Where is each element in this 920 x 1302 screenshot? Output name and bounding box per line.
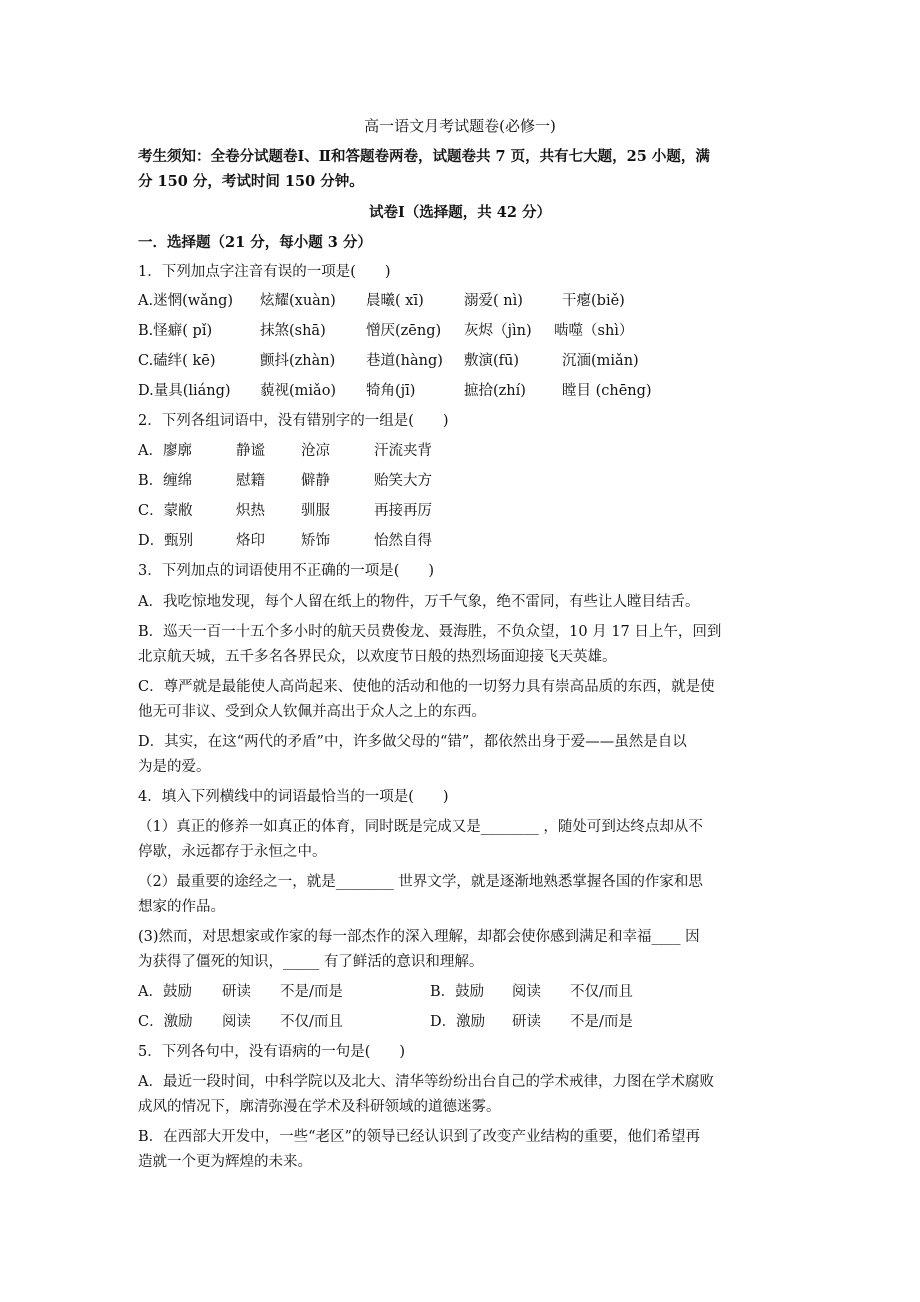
option-cell: 研读 (222, 984, 251, 1000)
section-heading: 一．选择题（21 分，每小题 3 分） (138, 234, 372, 251)
question-3-line: 为是的爱。 (138, 759, 211, 775)
part-title: 试卷Ⅰ（选择题，共 42 分） (368, 204, 552, 221)
question-5-line: B．在西部大开发中，一些“老区”的领导已经认识到了改变产业结构的重要，他们希望再 (138, 1129, 700, 1145)
question-2-stem: 2．下列各组词语中，没有错别字的一组是( ) (138, 413, 449, 429)
option-cell: 炽热 (236, 503, 265, 519)
question-3-stem: 3．下列加点的词语使用不正确的一项是( ) (138, 563, 435, 579)
option-cell: 贻笑大方 (374, 473, 432, 489)
notice-line-2: 分 150 分，考试时间 150 分钟。 (138, 173, 364, 190)
option-cell: D．甄别 (138, 533, 194, 549)
option-cell: 颤抖(zhàn) (260, 353, 336, 369)
option-cell: A．廖廓 (138, 443, 192, 459)
option-cell: A.迷惘(wǎng) (138, 293, 234, 309)
question-3-line: C．尊严就是最能使人高尚起来、使他的活动和他的一切努力具有崇高品质的东西，就是使 (138, 679, 715, 695)
option-cell: B.怪癖( pǐ) (138, 323, 213, 339)
question-4-stem: 4．填入下列横线中的词语最恰当的一项是( ) (138, 789, 449, 805)
question-3-line: B．巡天一百一十五个多小时的航天员费俊龙、聂海胜，不负众望，10 月 17 日上午，回到 (138, 624, 722, 640)
option-cell: 再接再厉 (374, 503, 432, 519)
option-cell: 慰籍 (236, 473, 265, 489)
question-3-line: 北京航天城，五千多名各界民众，以欢度节日般的热烈场面迎接飞天英雄。 (138, 649, 617, 665)
option-cell: 犄角(jī) (366, 383, 416, 399)
option-cell: D.量具(liáng) (138, 383, 231, 399)
option-cell: C．激励 (138, 1014, 193, 1030)
option-cell: 不仅/而且 (570, 984, 633, 1000)
question-4-line: 为获得了僵死的知识，_____ 有了鲜活的意识和理解。 (138, 954, 484, 970)
option-cell: C．蒙敝 (138, 503, 193, 519)
option-cell: 阅读 (222, 1014, 251, 1030)
option-cell: 瞠目 (chēng) (562, 383, 652, 399)
option-cell: 阅读 (512, 984, 541, 1000)
option-cell: B．鼓励 (430, 984, 485, 1000)
option-cell: 巷道(hàng) (366, 353, 443, 369)
option-cell: 研读 (512, 1014, 541, 1030)
option-cell: 抹煞(shā) (260, 323, 326, 339)
question-1-stem: 1．下列加点字注音有误的一项是( ) (138, 264, 391, 280)
question-4-line: 想家的作品。 (138, 899, 225, 915)
question-4-line: 停歇，永远都存于永恒之中。 (138, 844, 327, 860)
question-3-line: D．其实，在这“两代的矛盾”中，许多做父母的“错”，都依然出身于爱——虽然是自以 (138, 734, 687, 750)
option-cell: 藐视(miǎo) (260, 383, 337, 399)
option-cell: 沧凉 (301, 443, 330, 459)
question-5-line: 造就一个更为辉煌的未来。 (138, 1154, 312, 1170)
option-cell: 摭拾(zhí) (464, 383, 526, 399)
option-cell: 敷演(fū) (464, 353, 520, 369)
option-cell: 矫饰 (301, 533, 330, 549)
option-cell: 汗流夹背 (374, 443, 432, 459)
question-4-line: (3)然而，对思想家或作家的每一部杰作的深入理解，却都会使你感到满足和幸福____ 因 (138, 929, 700, 945)
option-cell: A．鼓励 (138, 984, 192, 1000)
question-4-line: （1）真正的修养一如真正的体育，同时既是完成又是________ ，随处可到达终点却从不 (138, 819, 703, 835)
question-5-line: A．最近一段时间，中科学院以及北大、清华等纷纷出台自己的学术戒律，力图在学术腐败 (138, 1074, 714, 1090)
option-cell: 溺爱( nì) (464, 293, 523, 309)
option-cell: 灰烬（jìn) (464, 323, 532, 339)
question-5-stem: 5．下列各句中，没有语病的一句是( ) (138, 1044, 406, 1060)
question-3-line: 他无可非议、受到众人钦佩并高出于众人之上的东西。 (138, 704, 486, 720)
question-3-line: A．我吃惊地发现，每个人留在纸上的物件，万千气象，绝不雷同，有些让人瞠目结舌。 (138, 594, 700, 610)
option-cell: 不是/而是 (280, 984, 343, 1000)
option-cell: 怡然自得 (374, 533, 432, 549)
option-cell: 啮噬（shì） (554, 323, 634, 339)
option-cell: C.磕绊( kē) (138, 353, 216, 369)
option-cell: 晨曦( xī) (366, 293, 424, 309)
option-cell: 干瘪(biě) (562, 293, 625, 309)
option-cell: 烙印 (236, 533, 265, 549)
question-5-line: 成风的情况下，廓清弥漫在学术及科研领域的道德迷雾。 (138, 1099, 501, 1115)
question-4-line: （2）最重要的途经之一，就是________ 世界文学，就是逐渐地熟悉掌握各国的作家和思 (138, 874, 703, 890)
option-cell: 静谧 (236, 443, 265, 459)
option-cell: 驯服 (301, 503, 330, 519)
option-cell: 不仅/而且 (280, 1014, 343, 1030)
notice-line-1: 考生须知：全卷分试题卷Ⅰ、Ⅱ和答题卷两卷，试题卷共 7 页，共有七大题，25 小题，满 (138, 148, 710, 165)
option-cell: 僻静 (301, 473, 330, 489)
option-cell: 憎厌(zēng) (366, 323, 442, 339)
option-cell: 炫耀(xuàn) (260, 293, 336, 309)
option-cell: B．缠绵 (138, 473, 193, 489)
option-cell: D．激励 (430, 1014, 486, 1030)
exam-title: 高一语文月考试题卷(必修一) (364, 117, 556, 135)
option-cell: 沉湎(miǎn) (562, 353, 639, 369)
option-cell: 不是/而是 (570, 1014, 633, 1030)
